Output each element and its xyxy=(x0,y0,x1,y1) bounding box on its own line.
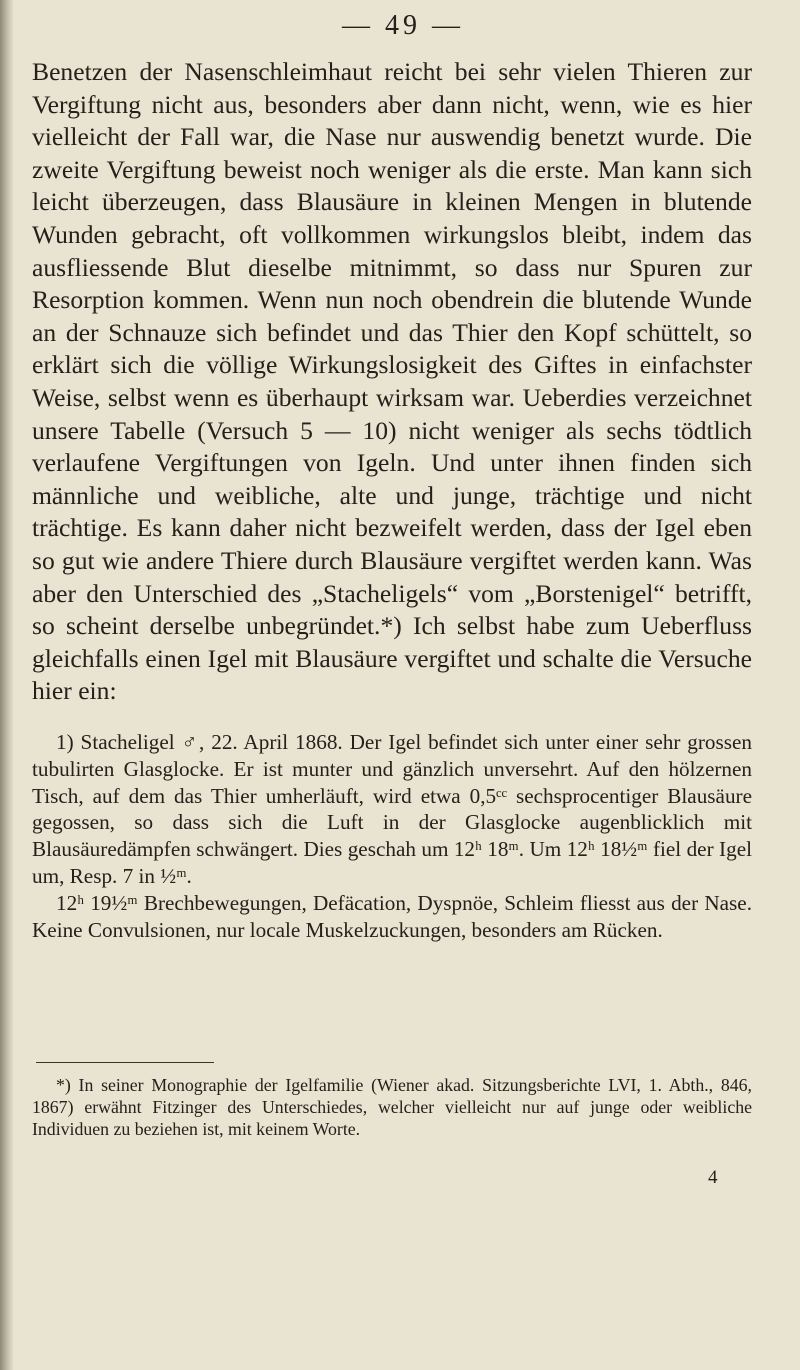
page-number: — 49 — xyxy=(342,10,464,41)
signature-mark: 4 xyxy=(708,1167,718,1188)
protocol-entry-1: 1) Stacheligel ♂, 22. April 1868. Der Igel befindet sich unter einer sehr grossen tubulirten Glasglocke. Er ist munter und gänzlich unversehrt. Auf den hölzernen Tisch, auf dem das Thier umherläuft, wird etwa 0,5ᶜᶜ sechsprocentiger Blausäure gegossen, so dass sich die Luft in der Glasglocke augenblicklich mit Blausäuredämpfen schwängert. Dies geschah um 12ʰ 18ᵐ. Um 12ʰ 18½ᵐ fiel der Igel um, Resp. 7 in ½ᵐ. xyxy=(32,730,752,888)
footnote-separator xyxy=(36,1062,214,1063)
footnote xyxy=(32,1074,752,1141)
body-paragraph: Benetzen der Nasenschleimhaut reicht bei sehr vielen Thieren zur Vergiftung nicht aus, besonders aber dann nicht, wenn, wie es hier vielleicht der Fall war, die Nase nur auswendig benetzt wurde. Die zweite Vergiftung beweist noch weniger als die erste. Man kann sich leicht überzeugen, dass Blausäure in kleinen Mengen in blutende Wunden gebracht, oft vollkommen wirkungslos bleibt, indem das ausfliessende Blut dieselbe mitnimmt, so dass nur Spuren zur Resorption kommen. Wenn nun noch obendrein die blutende Wunde an der Schnauze sich befindet und das Thier den Kopf schüttelt, so erklärt sich die völlige Wirkungslosigkeit des Giftes in einfachster Weise, selbst wenn es überhaupt wirksam war. Ueberdies verzeichnet unsere Tabelle (Versuch 5 — 10) nicht weniger als sechs tödtlich verlaufene Vergiftungen von Igeln. Und unter ihnen finden sich männliche und weibliche, alte und junge, trächtige und nicht trächtige. Es kann daher nicht bezweifelt werden, dass der Igel eben so gut wie andere Thiere durch Blausäure vergiftet werden kann. Was aber den Unterschied des „Stacheligels“ vom „Borstenigel“ betrifft, so scheint derselbe unbegründet.*) Ich selbst habe zum Ueberfluss gleichfalls einen Igel mit Blausäure vergiftet und schalte die Versuche hier ein: xyxy=(32,57,752,706)
footnote-text: *) In seiner Monographie der Igelfamilie (Wiener akad. Sitzungsberichte LVI, 1. Abth., 846, 1867) erwähnt Fitzinger des Unterschiedes, welcher vielleicht nur auf junge oder weibliche Individuen zu beziehen ist, mit keinem Worte. xyxy=(32,1075,752,1140)
protocol-entry-2: 12ʰ 19½ᵐ Brechbewegungen, Defäcation, Dyspnöe, Schleim fliesst aus der Nase. Keine Convulsionen, nur locale Muskelzuckungen, besonders am Rücken. xyxy=(32,890,752,942)
book-spine-shadow xyxy=(0,0,14,1370)
experiment-protocol xyxy=(32,729,752,943)
main-text xyxy=(32,56,752,708)
